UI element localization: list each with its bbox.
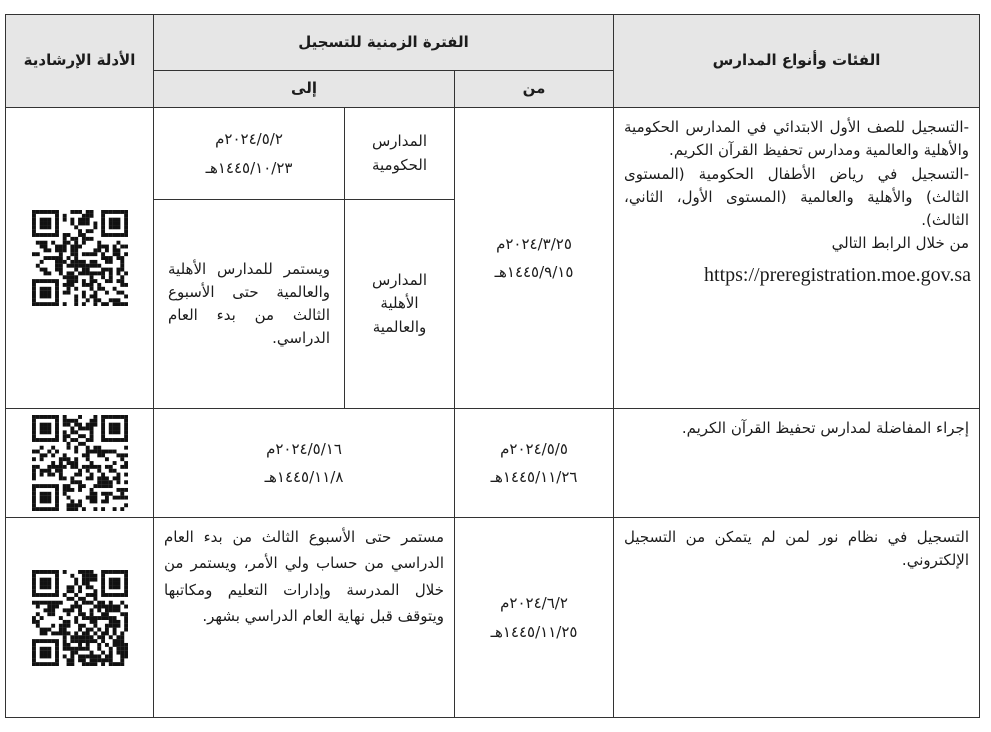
row3-from-cell xyxy=(454,517,614,718)
row2-to-date: ٢٠٢٤/٥/١٦م ١٤٤٥/١١/٨هـ xyxy=(264,439,344,486)
header-to xyxy=(153,70,455,108)
row2-from-cell xyxy=(454,408,614,518)
row1-private-to-text: ويستمر للمدارس الأهلية والعالمية حتى الأسبوع الثالث من بدء العام الدراسي. xyxy=(168,259,330,348)
row3-to-cell xyxy=(153,517,455,718)
row3-description: التسجيل في نظام نور لمن لم يتمكن من التسجيل الإلكتروني. xyxy=(624,528,969,570)
qr-code-icon[interactable] xyxy=(32,415,128,511)
header-guides xyxy=(5,14,154,108)
row1-qr-cell xyxy=(5,107,154,409)
header-from xyxy=(454,70,614,108)
row1-private-to-cell xyxy=(153,199,345,409)
row1-gov-to-date: ٢٠٢٤/٥/٢م ١٤٤٥/١٠/٢٣هـ xyxy=(205,130,293,177)
row1-private-label: المدارس الأهلية والعالمية xyxy=(371,271,427,336)
header-period-label: الفترة الزمنية للتسجيل xyxy=(298,32,469,51)
header-period xyxy=(153,14,614,71)
row3-description-cell xyxy=(613,517,980,718)
header-categories-label: الفئات وأنواع المدارس xyxy=(712,51,881,70)
row1-gov-label: المدارس الحكومية xyxy=(371,132,428,174)
qr-code-icon[interactable] xyxy=(32,570,128,666)
row1-description-cell xyxy=(613,107,980,409)
registration-link[interactable]: https://preregistration.moe.gov.sa xyxy=(704,263,971,286)
header-from-label: من xyxy=(522,79,546,98)
row1-from-date: ٢٠٢٤/٣/٢٥م ١٤٤٥/٩/١٥هـ xyxy=(494,234,574,281)
row2-qr-cell xyxy=(5,408,154,518)
row1-gov-label-cell xyxy=(344,107,455,200)
row2-to-cell xyxy=(153,408,455,518)
row2-from-date: ٢٠٢٤/٥/٥م ١٤٤٥/١١/٢٦هـ xyxy=(490,439,578,486)
row1-gov-to-cell xyxy=(153,107,345,200)
header-categories xyxy=(613,14,980,108)
row3-qr-cell xyxy=(5,517,154,718)
qr-code-icon[interactable] xyxy=(32,210,128,306)
row3-to-text: مستمر حتى الأسبوع الثالث من بدء العام الدراسي من حساب ولي الأمر، ويستمر من خلال المدرسة وإدارات التعليم ومكاتبها ويتوقف قبل نهاية العام الدراسي بشهر. xyxy=(164,528,444,625)
row1-description: -التسجيل للصف الأول الابتدائي في المدارس الحكومية والأهلية والعالمية ومدارس تحفيظ القرآن الكريم. -التسجيل في رياض الأطفال الحكومية (المستوى الثالث) والأهلية والعالمية (المستوى الأول، الثاني، الثالث). من خلال الرابط التالي xyxy=(624,118,969,253)
row2-description-cell xyxy=(613,408,980,518)
header-to-label: إلى xyxy=(291,79,317,98)
row3-from-date: ٢٠٢٤/٦/٢م ١٤٤٥/١١/٢٥هـ xyxy=(490,594,578,641)
registration-table xyxy=(5,14,980,718)
row1-private-label-cell xyxy=(344,199,455,409)
row2-description: إجراء المفاضلة لمدارس تحفيظ القرآن الكريم. xyxy=(681,419,969,437)
row1-from-cell xyxy=(454,107,614,409)
header-guides-label: الأدلة الإرشادية xyxy=(23,51,136,70)
